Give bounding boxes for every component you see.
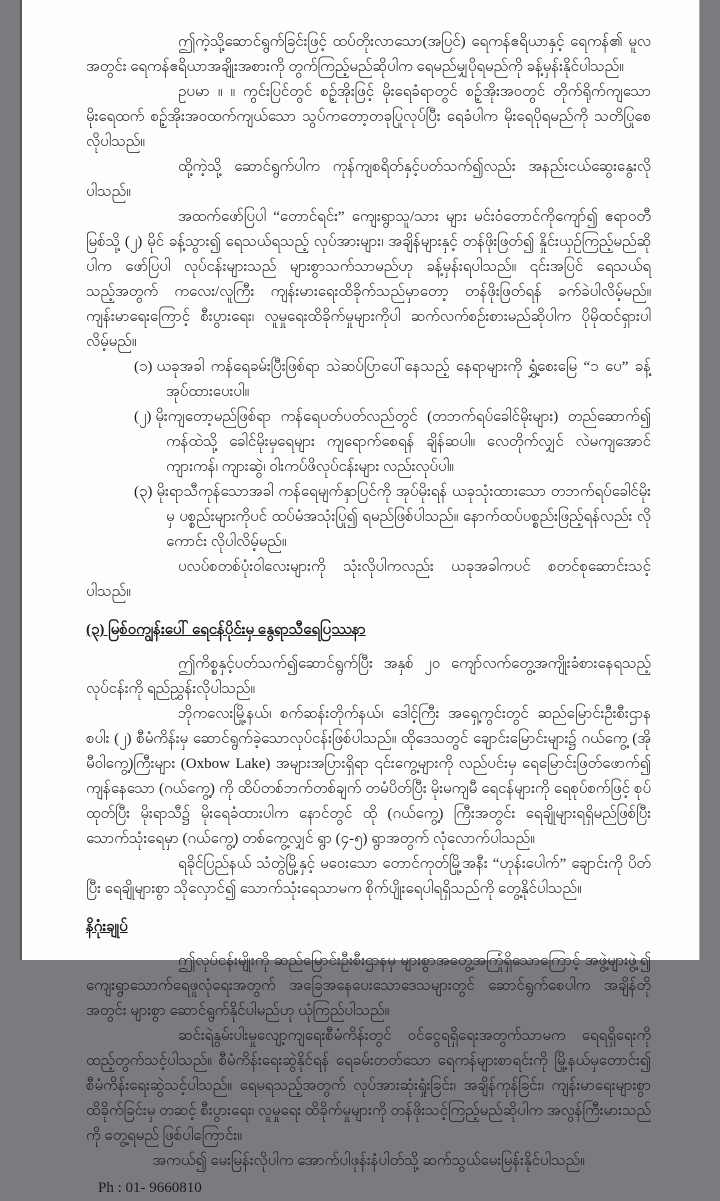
list-item-text: မိုးရာသီကုန်သောအခါ ကန်ရေမျက်နှာပြင်ကို အုပ်မိုးရန် ယခုသုံးထားသော တဘက်ရပ်ခေါင်မိုးမှ ပစ္စည်းများကိုပင် ထပ်မံအသုံးပြု၍ ရမည်ဖြစ်ပါသည်။ နောက်ထပ်ပစ္စည်းဖြည့်ရန်လည်း လိုကောင်း လိုပါလိမ့်မည်။	[156, 484, 651, 550]
paragraph: ဤကိစ္စနှင့်ပတ်သက်၍ဆောင်ရွက်ပြီး အနှစ် ၂၀ ကျော်လက်တွေ့အကျိုးခံစားနေရသည့် လုပ်ငန်းကို ရည်ညွှန်းလိုပါသည်။	[86, 656, 651, 697]
list-item-number: (၂)	[134, 409, 152, 425]
section-heading-conclusion: နိဂုံးချုပ်	[86, 919, 128, 935]
list-item	[86, 480, 651, 555]
paragraph: ရခိုင်ပြည်နယ် သံတွဲမြို့နှင့် မဝေးသော တောင်ကုတ်မြို့အနီး “ဟုန်းပေါက်” ချောင်းကို ပိတ်ပြီး ရေချိုများစွာ သိုလှောင်၍ သောက်သုံးရေသာမက စိုက်ပျိုးရေပါရရှိသည်ကို တွေ့နိုင်ပါသည်။	[86, 856, 651, 897]
list-item-number: (၁)	[134, 359, 153, 375]
paragraph: ဆင်းရဲနွမ်းပါးမှုလျော့ကျရေးစီမံကိန်းတွင် ဝင်ငွေရရှိရေးအတွက်သာမက ရေရရှိရေးကို ထည့်တွက်သင့်ပါသည်။ စီမံကိန်းရေးဆွဲနိုင်ရန် ရေခမ်းတတ်သော ရေကန်များစာရင်းကို မြို့နယ်မှတောင်း၍ စီမံကိန်းရေးဆွဲသင့်ပါသည်။ ရေမရသည့်အတွက် လုပ်အားဆုံးရှုံးခြင်း၊ အချိန်ကုန်ခြင်း၊ ကျန်းမာရေးများစွာ ထိခိုက်ခြင်းမှ တဆင့် စီးပွားရေး၊ လူမှုရေး ထိခိုက်မှုများကို တန်ဖိုးသင့်ကြည့်မည်ဆိုပါက အလွန်ကြီးမားသည်ကို တွေ့ရမည် ဖြစ်ပါကြောင်း။	[86, 1028, 651, 1144]
list-item-text: ယခုအခါ ကန်ရေခမ်းပြီးဖြစ်ရာ သဲဆပ်ပြာပေါ်နေသည့် နေရာများကို ရွှံ့စေးမြေ “၁ ပေ” ခန့် အုပ်ထားပေးပါ။	[156, 359, 651, 400]
paragraph: ပလပ်စတစ်ပုံးဝါလေးများကို သုံးလိုပါကလည်း ယခုအခါကပင် စတင်စုဆောင်းသင့်ပါသည်။	[86, 559, 651, 600]
paragraph: ထို့ကဲ့သို့ ဆောင်ရွက်ပါက ကုန်ကျစရိတ်နှင့်ပတ်သက်၍လည်း အနည်းငယ်ဆွေးနွေးလိုပါသည်။	[86, 159, 651, 200]
list-item-text: မိုးကျတော့မည်ဖြစ်ရာ ကန်ရေပတ်ပတ်လည်တွင် (တဘက်ရပ်ခေါင်မိုးများ) တည်ဆောက်၍ ကန်ထဲသို့ ခေါင်မိုးမှရေများ ကျရောက်စေရန် ချိန်ဆပါ။ လေတိုက်လျှင် လဲမကျအောင် ကျားကန်၊ ကျားဆွဲ၊ ဝါးကပ်ဖိလုပ်ငန်းများ လည်းလုပ်ပါ။	[155, 409, 651, 475]
list-item	[86, 405, 651, 480]
document-page	[20, 0, 700, 1196]
contact-instruction-line: အကယ်၍ မေးမြန်းလိုပါက အောက်ပါဖုန်းနံပါတ်သို့ ဆက်သွယ်မေးမြန်းနိုင်ပါသည်။	[152, 1153, 585, 1169]
paragraph: ဘိုကလေးမြို့နယ်၊ စက်ဆန်းတိုက်နယ်၊ ဒေါင့်ကြီး အရှေ့ကွင်းတွင် ဆည်မြောင်းဦးစီးဌာန စပါး (၂) စီမံကိန်းမှ ဆောင်ရွက်ခဲ့သောလုပ်ငန်းဖြစ်ပါသည်။ ထိုဒေသတွင် ချောင်းမြောင်းများ၌ ဂယ်ကွေ့ (အိုမီဝါကွေ့)ကြီးများ (Oxbow Lake) အများအပြားရှိရာ ၎င်းကွေ့များကို လည်ပင်းမှ ရေမြောင်းဖြတ်ဖောက်၍ ကျန်နေသော (ဂယ်ကွေ့) ကို ထိပ်တစ်ဘက်တစ်ချက် တမံပိတ်ပြီး မိုးမကျမီ ရေငန်များကို ရေစုပ်စက်ဖြင့် စုပ်ထုတ်ပြီး မိုးရာသီ၌ မိုးရေခံထားပါက နောင်တွင် ထို (ဂယ်ကွေ့) ကြီးအတွင်း ရေချိုများရရှိမည်ဖြစ်ပြီး သောက်သုံးရေမှာ (ဂယ်ကွေ့) တစ်ကွေ့လျှင် ရွာ (၄-၅) ရွာအတွက် လုံလောက်ပါသည်။	[86, 706, 651, 847]
phone-number: Ph : 01- 9660810	[98, 1180, 202, 1196]
paragraph: အထက်ဖော်ပြပါ “တောင်ရင်း” ကျေးရွာသူ/သား များ မင်းဝံတောင်ကိုကျော်၍ ဧရာဝတီမြစ်သို့ (၂) မိုင် ခန့်သွား၍ ရေသယ်ရသည့် လုပ်အားများ၊ အချိန်များနှင့် တန်ဖိုးဖြတ်၍ နှိုင်းယှဉ်ကြည့်မည်ဆိုပါက ဖော်ပြပါ လုပ်ငန်းများသည် များစွာသက်သာမည်ဟု ခန့်မှန်းရပါသည်။ ၎င်းအပြင် ရေသယ်ရသည့်အတွက် ကလေး/လူကြီး ကျန်းမားရေးထိခိုက်သည်မှာတော့ တန်ဖိုးဖြတ်ရန် ခက်ခဲပါလိမ့်မည်။ ကျန်းမာရေးကြောင့် စီးပွားရေး၊ လူမှုရေးထိခိုက်မှုများကိုပါ ဆက်လက်စဉ်းစားမည်ဆိုပါက ပိုမိုထင်ရှားပါလိမ့်မည်။	[86, 209, 651, 350]
section-heading-delta-salt-water: (၃) မြစ်ဝကျွန်းပေါ် ရေငန်ပိုင်းမှ နွေရာသီရေပြဿနာ	[86, 622, 366, 638]
paragraph: ဤကဲ့သို့ဆောင်ရွက်ခြင်းဖြင့် ထပ်တိုးလာသော(အပြင်) ရေကန်ဧရိယာနှင့် ရေကန်၏ မူလအတွင်း ရေကန်ဧရိယာအချိုးအစားကို တွက်ကြည့်မည်ဆိုပါက ရေမည်မျှပိုရမည်ကို ခန့်မှန်းနိုင်ပါသည်။	[86, 34, 651, 75]
list-item-number: (၃)	[134, 484, 153, 500]
paragraph-example: ဥပမာ ။ ။ ကွင်းပြင်တွင် စဉ့်အိုးဖြင့် မိုးရေခံရာတွင် စဉ့်အိုးအဝတွင် တိုက်ရိုက်ကျသော မိုးရေထက် စဉ့်အိုးအဝထက်ကျယ်သော သွပ်ကတော့တခုပြုလုပ်ပြီး ရေခံပါက မိုးရေပိုရမည်ကို သတိပြုစေလိုပါသည်။	[86, 84, 651, 150]
paragraph: ဤလုပ်ငန်းမျိုးကို ဆည်မြောင်းဦးစီးဌာနမှ များစွာအတွေ့အကြုံရှိသောကြောင့် အဖွဲ့များဖွဲ့၍ ကျေးရွာသောက်ရေဖူလုံရေးအတွက် အခြေအနေပေးသောဒေသများတွင် ဆောင်ရွက်စေပါက အချိန်တိုအတွင်း များစွာ ဆောင်ရွက်နိုင်ပါမည်ဟု ယုံကြည်ပါသည်။	[86, 953, 651, 1019]
list-item	[86, 355, 651, 405]
